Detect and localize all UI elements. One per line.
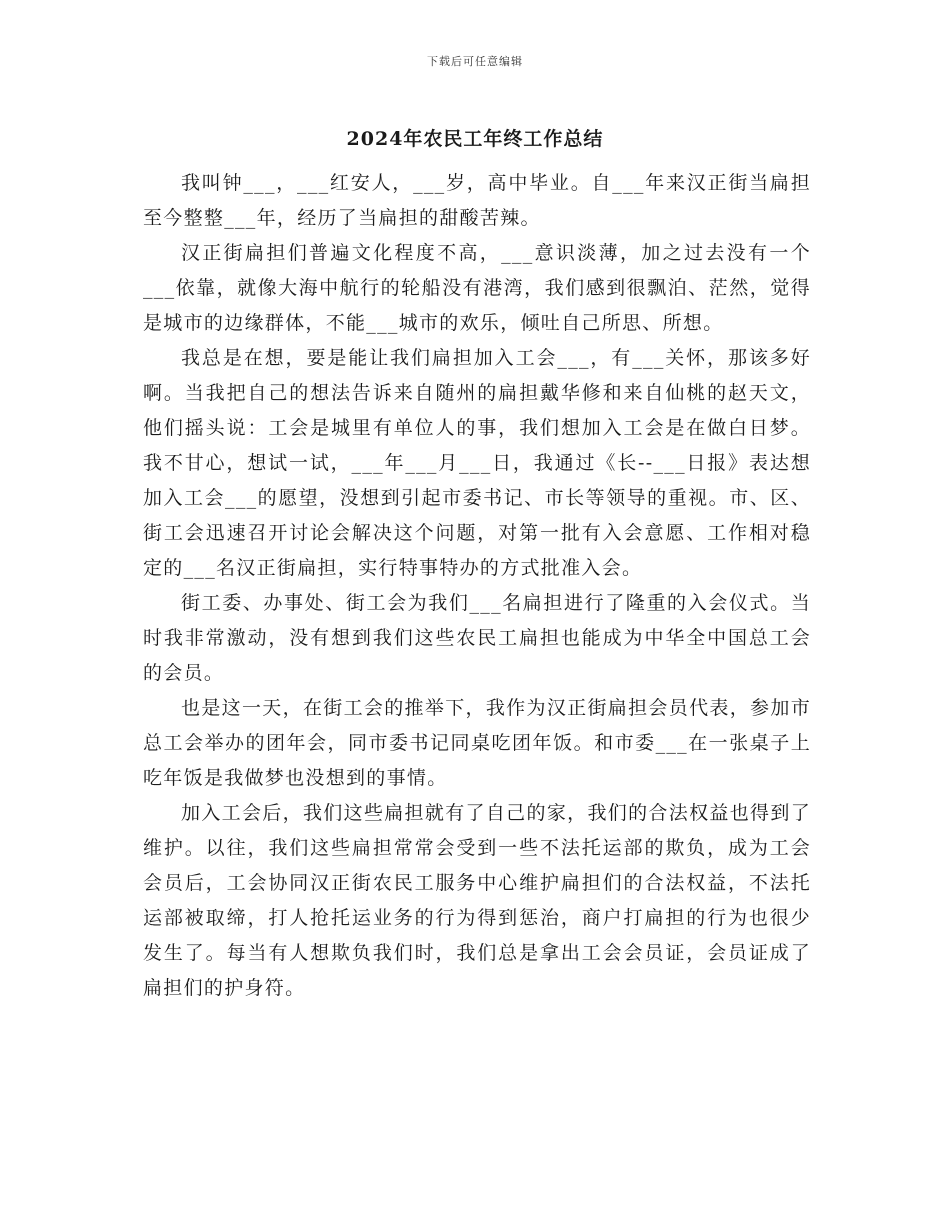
- document-title: 2024年农民工年终工作总结: [346, 128, 604, 150]
- paragraph: 我总是在想，要是能让我们扁担加入工会___，有___关怀，那该多好啊。当我把自己的想法告诉来自随州的扁担戴华修和来自仙桃的赵天文，他们摇头说：工会是城里有单位人的事，我们想加入工会是在做白日梦。我不甘心，想试一试，___年___月___日，我通过《长--___日报》表达想加入工会___的愿望，没想到引起市委书记、市长等领导的重视。市、区、街工会迅速召开讨论会解决这个问题，对第一批有入会意愿、工作相对稳定的___名汉正街扁担，实行特事特办的方式批准入会。: [143, 347, 811, 579]
- document-body: [143, 166, 811, 1006]
- paragraph: 我叫钟___，___红安人，___岁，高中毕业。自___年来汉正街当扁担至今整整___年，经历了当扁担的甜酸苦辣。: [143, 172, 811, 229]
- paragraph: 加入工会后，我们这些扁担就有了自己的家，我们的合法权益也得到了维护。以往，我们这些扁担常常会受到一些不法托运部的欺负，成为工会会员后，工会协同汉正街农民工服务中心维护扁担们的合法权益，不法托运部被取缔，打人抢托运业务的行为得到惩治，商户打扁担的行为也很少发生了。每当有人想欺负我们时，我们总是拿出工会会员证，会员证成了扁担们的护身符。: [143, 802, 811, 999]
- paragraph: 也是这一天，在街工会的推举下，我作为汉正街扁担会员代表，参加市总工会举办的团年会，同市委书记同桌吃团年饭。和市委___在一张桌子上吃年饭是我做梦也没想到的事情。: [143, 697, 811, 789]
- paragraph: 汉正街扁担们普遍文化程度不高，___意识淡薄，加之过去没有一个___依靠，就像大海中航行的轮船没有港湾，我们感到很飘泊、茫然，觉得是城市的边缘群体，不能___城市的欢乐，倾吐自己所思、所想。: [143, 242, 811, 334]
- paragraph: 街工委、办事处、街工会为我们___名扁担进行了隆重的入会仪式。当时我非常激动，没有想到我们这些农民工扁担也能成为中华全中国总工会的会员。: [143, 592, 811, 684]
- page-header-note: 下载后可任意编辑: [427, 55, 523, 68]
